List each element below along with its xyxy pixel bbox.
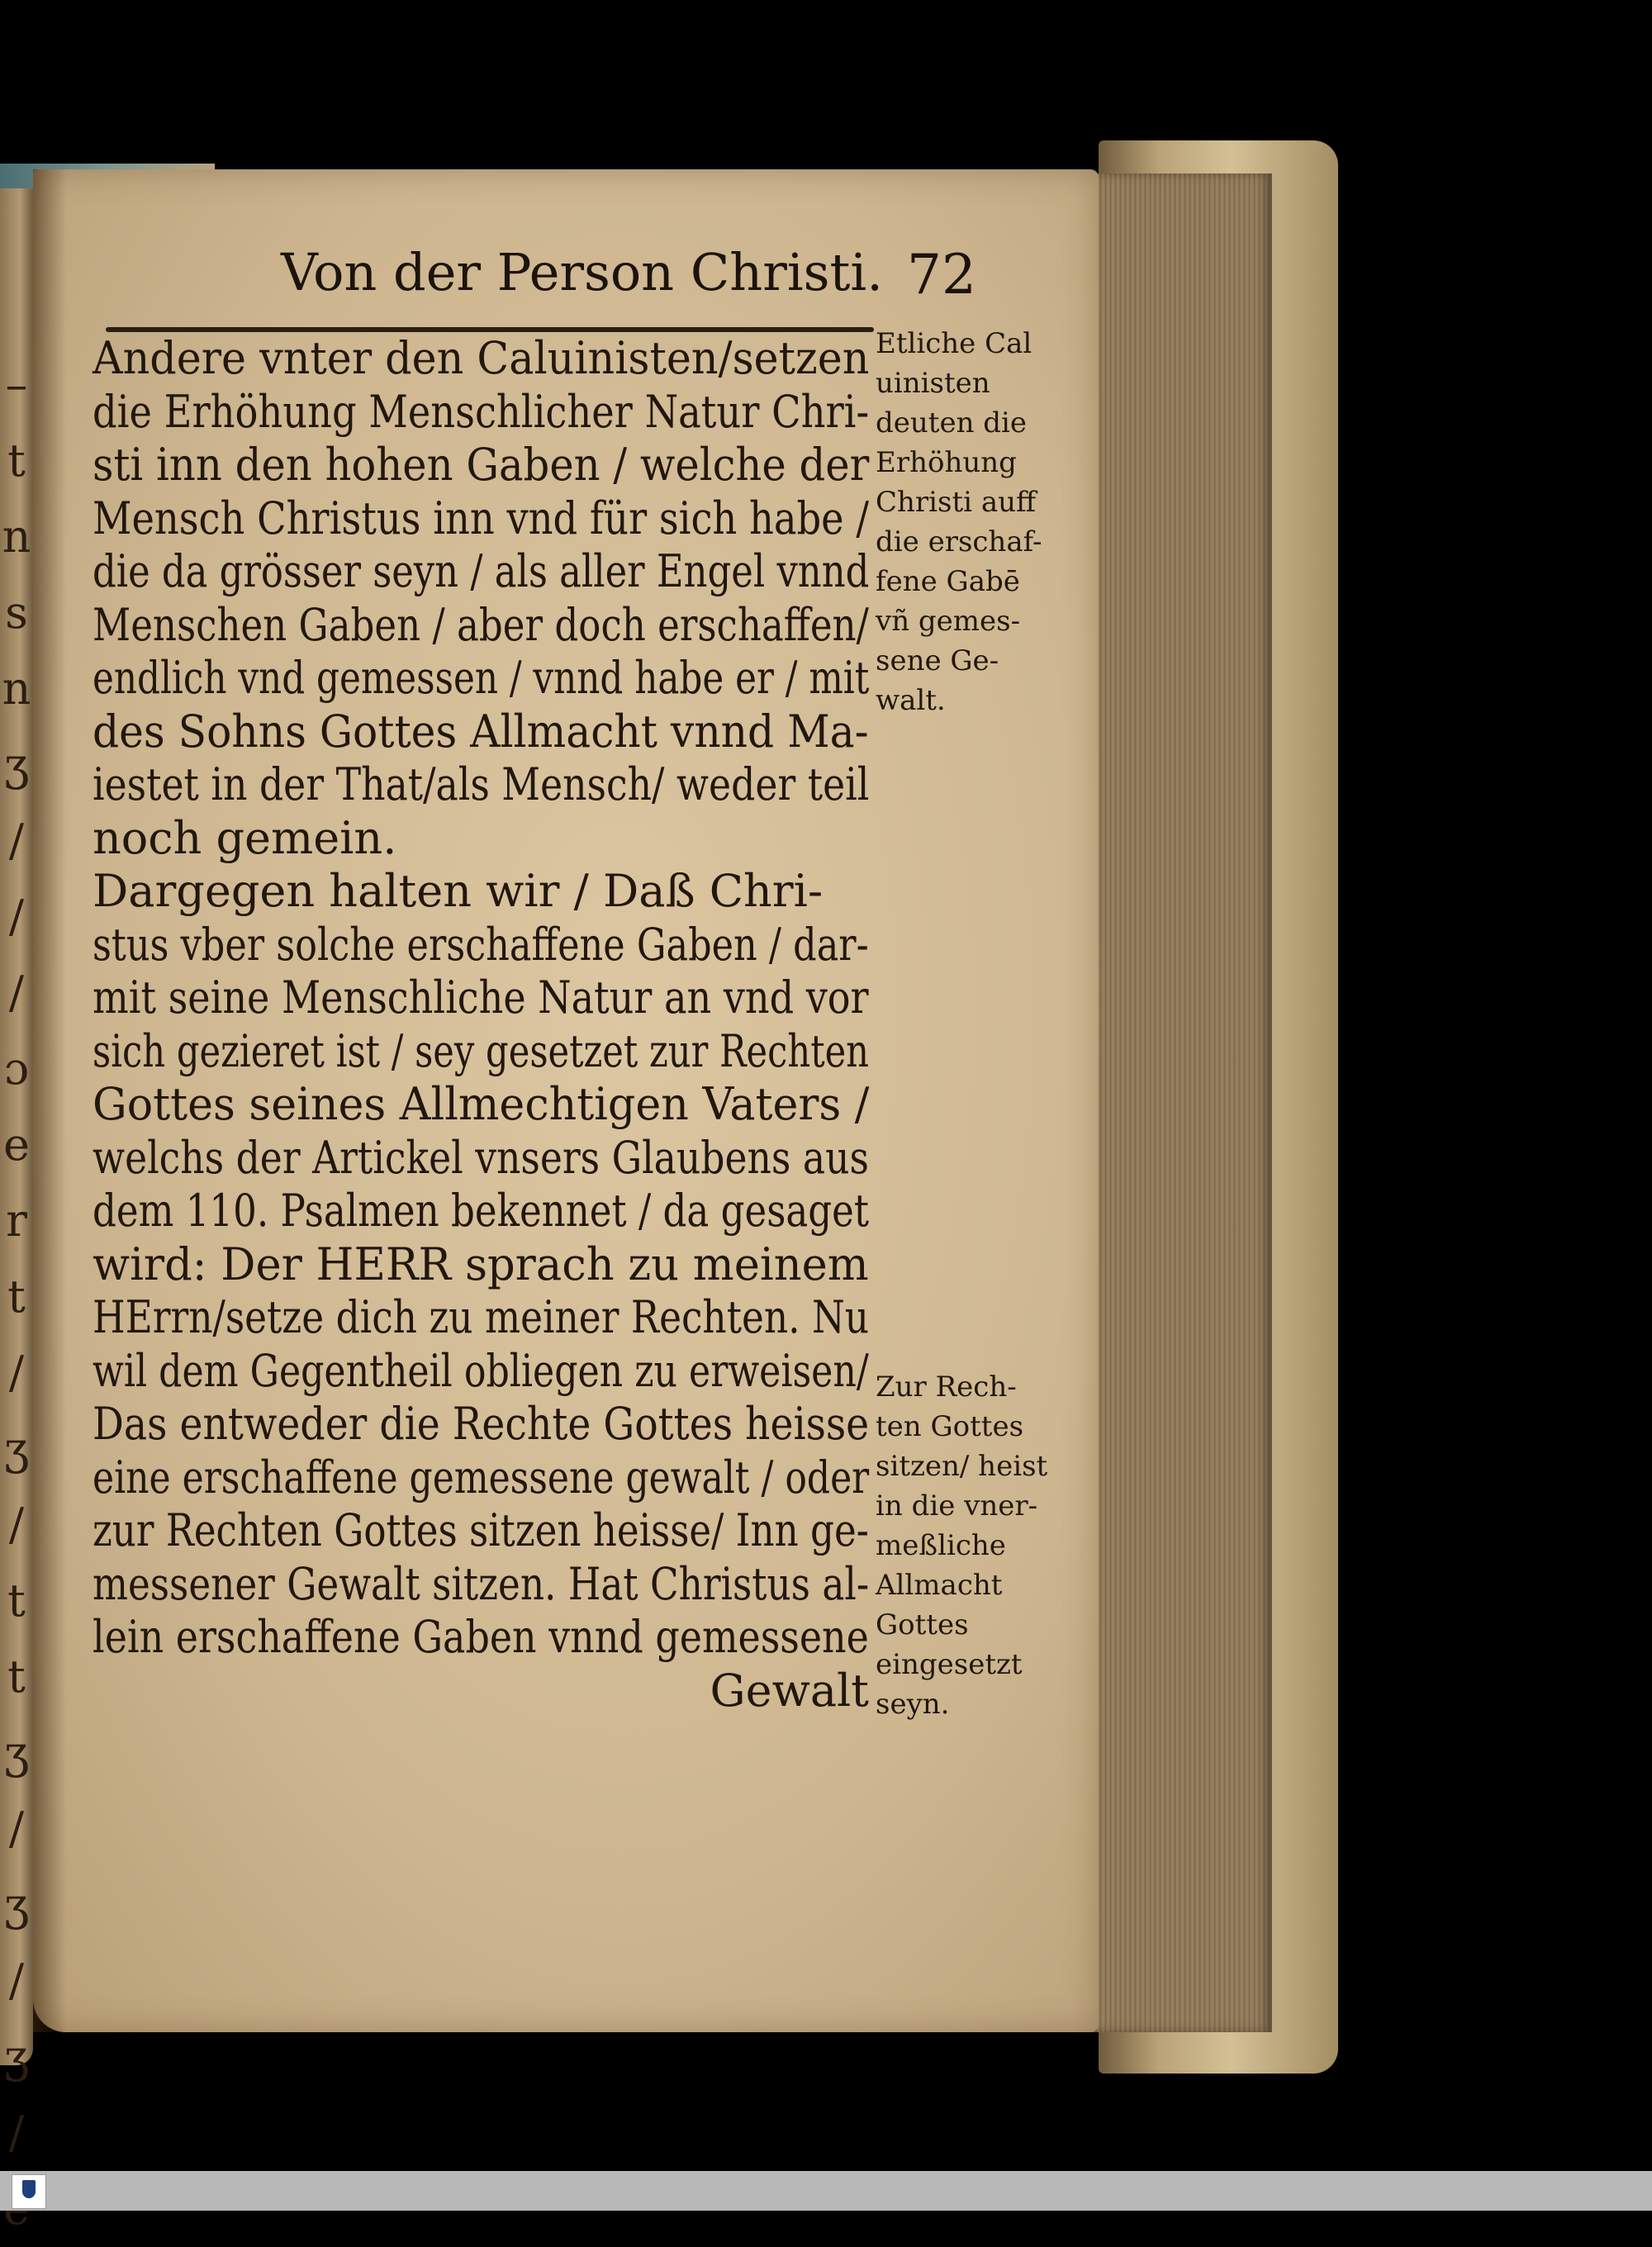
text-line: wird: Der HERR sprach zu meinem (93, 1238, 869, 1290)
margin-note-line: Erhöhung (876, 446, 1017, 479)
shield-icon (22, 2180, 36, 2198)
text-line: des Sohns Gottes Allmacht vnnd Ma- (93, 705, 869, 758)
text-line: endlich vnd gemessen / vnnd habe er / mit (93, 652, 870, 704)
margin-note-line: Allmacht (876, 1569, 1003, 1602)
text-line: lein erschaffene Gaben vnnd gemessene (93, 1611, 869, 1663)
text-line: welchs der Artickel vnsers Glaubens aus (93, 1131, 869, 1184)
left-fragment-glyph: / (8, 2107, 25, 2159)
text-line: mit seine Menschliche Natur an vnd vor (93, 971, 869, 1024)
text-line: Das entweder die Rechte Gottes heisse (93, 1398, 870, 1450)
left-fragment-glyph: / (8, 1955, 25, 2007)
left-fragment-glyph: ʒ (3, 739, 30, 791)
left-fragment-glyph: ʒ (3, 2031, 30, 2083)
margin-note-line: deuten die (876, 406, 1028, 439)
margin-note-line: uinisten (876, 367, 990, 400)
text-line: Mensch Christus inn vnd für sich habe / (93, 492, 869, 544)
main-text-block (93, 332, 869, 1717)
margin-note-line: sene Ge- (876, 644, 999, 677)
margin-note-line: Christi auff (876, 486, 1037, 519)
text-line: wil dem Gegentheil obliegen zu erweisen/ (93, 1344, 869, 1397)
library-logo-icon (12, 2174, 46, 2209)
left-fragment-glyph: e (3, 1119, 30, 1171)
left-fragment-glyph: r (6, 1195, 27, 1247)
viewer-bottom-bar (0, 2171, 1652, 2211)
text-line: HErrn/setze dich zu meiner Rechten. Nu (93, 1291, 870, 1343)
text-line: iestet in der That/als Mensch/ weder teil (93, 758, 870, 810)
margin-note-line: Gottes (876, 1608, 969, 1641)
left-fragment-glyph: / (8, 1803, 25, 1855)
text-line: messener Gewalt sitzen. Hat Christus al- (93, 1557, 870, 1610)
left-fragment-glyph: / (8, 1499, 25, 1551)
left-fragment-glyph: t (7, 1651, 26, 1703)
text-line: sti inn den hohen Gaben / welche der (93, 439, 870, 491)
text-line: dem 110. Psalmen bekennet / da gesaget (93, 1185, 869, 1237)
margin-note-right-hand (876, 1367, 1074, 1724)
text-line: Gottes seines Allmechtigen Vaters / (93, 1078, 870, 1130)
text-line: noch gemein. (93, 811, 397, 864)
left-fragment-glyph: ʒ (3, 1423, 30, 1475)
left-fragment-glyph: ɔ (3, 1043, 30, 1095)
left-fragment-glyph: / (8, 967, 25, 1019)
text-line: zur Rechten Gottes sitzen heisse/ Inn ge- (93, 1504, 869, 1556)
margin-note-line: Zur Rech- (876, 1371, 1017, 1404)
left-page-fragment-text (2, 347, 31, 2247)
page-number: 72 (907, 243, 976, 306)
margin-note-line: ten Gottes (876, 1410, 1024, 1443)
left-fragment-glyph: n (2, 511, 31, 563)
margin-note-line: vñ gemes- (876, 605, 1021, 638)
text-line: die Erhöhung Menschlicher Natur Chri- (93, 385, 870, 438)
margin-note-line: meßliche (876, 1529, 1006, 1562)
margin-note-line: in die vner- (876, 1489, 1038, 1523)
text-line: Menschen Gaben / aber doch erschaffen/ (93, 598, 869, 651)
text-line: stus vber solche erschaffene Gaben / dar- (93, 918, 869, 971)
margin-note-line: sitzen/ heist (876, 1450, 1048, 1483)
running-head-title: Von der Person Christi. (281, 242, 883, 302)
left-fragment-glyph: ʒ (3, 1727, 30, 1779)
left-fragment-glyph: t (7, 1271, 26, 1323)
margin-note-line: eingesetzt (876, 1648, 1023, 1681)
left-fragment-glyph: / (8, 1347, 25, 1399)
left-fragment-glyph: t (7, 1575, 26, 1627)
left-fragment-glyph: t (7, 435, 26, 487)
margin-note-line: seyn. (876, 1688, 950, 1721)
left-fragment-glyph: / (8, 891, 25, 943)
margin-note-line: walt. (876, 684, 946, 717)
text-line: eine erschaffene gemessene gewalt / oder (93, 1451, 870, 1504)
left-fragment-glyph: ʒ (3, 1879, 30, 1931)
text-line: Andere vnter den Caluinisten/setzen (93, 332, 870, 384)
page-gutter (33, 169, 66, 2032)
left-fragment-glyph: n (2, 663, 31, 715)
text-line: die da grösser seyn / als aller Engel vnnd (93, 545, 870, 597)
margin-note-line: die erschaf- (876, 525, 1042, 558)
text-line: sich gezieret ist / sey gesetzet zur Rechten (93, 1024, 869, 1077)
page-edges (1090, 173, 1272, 2032)
margin-note-line: fene Gabē (876, 565, 1020, 598)
catchword: Gewalt (710, 1664, 869, 1717)
margin-note-line: Etliche Cal (876, 327, 1032, 360)
left-fragment-glyph: – (5, 359, 28, 411)
left-fragment-glyph: s (5, 587, 28, 639)
left-fragment-glyph: / (8, 815, 25, 867)
text-line: Dargegen halten wir / Daß Chri- (93, 865, 824, 917)
margin-note-calvinists (876, 324, 1074, 720)
